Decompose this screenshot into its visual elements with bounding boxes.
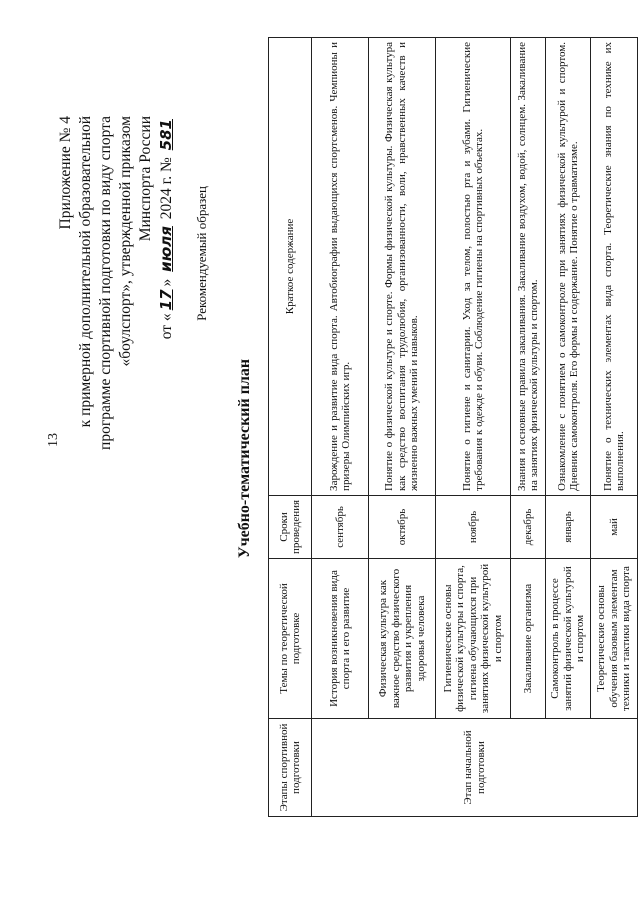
content-cell: Ознакомление с понятием о самоконтроле при занятиях физической культурой и спортом. Дневник самоконтроля. Его формы и содержание. Понятие о травматизме.	[546, 38, 591, 496]
appendix-line-3: программе спортивной подготовки по виду спорта	[97, 116, 114, 450]
appendix-line-5: Минспорта России	[137, 116, 154, 242]
table-row	[546, 38, 591, 817]
topic-cell: Теоретические основы обучения базовым элементам техники и тактики вида спорта	[591, 559, 638, 719]
appendix-line-2: к примерной дополнительной образовательной	[77, 116, 94, 428]
term-cell: ноябрь	[436, 495, 511, 558]
term-cell: январь	[546, 495, 591, 558]
recommended-sample-note: Рекомендуемый образец	[194, 186, 209, 321]
header-term: Сроки проведения	[269, 495, 312, 558]
header-content: Краткое содержание	[269, 38, 312, 496]
plan-table	[268, 37, 638, 817]
date-prefix: от «	[158, 313, 175, 340]
term-cell: май	[591, 495, 638, 558]
date-year: 2024 г. №	[158, 157, 175, 220]
date-day-suffix: »	[158, 278, 175, 287]
topic-cell: Физическая культура как важное средство физического развития и укрепления здоровья человека	[369, 559, 436, 719]
topic-cell: Закаливание организма	[511, 559, 546, 719]
content-cell: Знания и основные правила закаливания. Закаливание воздухом, водой, солнцем. Закаливание на занятиях физической культуры и спортом.	[511, 38, 546, 496]
table-row	[511, 38, 546, 817]
term-cell: декабрь	[511, 495, 546, 558]
document-title: Учебно-тематический план	[236, 358, 253, 559]
appendix-line-4: «боулспорт», утвержденной приказом	[117, 116, 134, 367]
appendix-header	[56, 116, 177, 546]
appendix-date-line	[156, 116, 177, 546]
appendix-line-1: Приложение № 4	[57, 116, 74, 230]
table-row	[436, 38, 511, 817]
content-cell: Понятие о физической культуре и спорте. Формы физической культуры. Физическая культура как средство воспитания трудолюбия, организованности, воли, нравственных качеств и жизненно важных умений и навыков.	[369, 38, 436, 496]
content-cell: Понятие о гигиене и санитарии. Уход за телом, полостью рта и зубами. Гигиенические требования к одежде и обуви. Соблюдение гигиены на спортивных объектах.	[436, 38, 511, 496]
table-header-row	[269, 38, 312, 817]
handwritten-month: июля	[157, 226, 175, 272]
page-number: 13	[46, 433, 61, 447]
handwritten-order-number: 581	[157, 119, 175, 151]
content-cell: Понятие о технических элементах вида спорта. Теоретические знания по технике их выполнения.	[591, 38, 638, 496]
topic-cell: История возникновения вида спорта и его развитие	[312, 559, 369, 719]
term-cell: сентябрь	[312, 495, 369, 558]
table-row	[591, 38, 638, 817]
header-topic: Темы по теоретической подготовке	[269, 559, 312, 719]
handwritten-day: 17	[157, 289, 175, 311]
table-row	[369, 38, 436, 817]
table-row	[312, 38, 369, 817]
topic-cell: Самоконтроль в процессе занятий физической культурой и спортом	[546, 559, 591, 719]
stage-cell: Этап начальной подготовки	[312, 719, 638, 817]
header-stage: Этапы спортивной подготовки	[269, 719, 312, 817]
term-cell: октябрь	[369, 495, 436, 558]
topic-cell: Гигиенические основы физической культуры и спорта, гигиена обучающихся при занятиях физической культурой и спортом	[436, 559, 511, 719]
content-cell: Зарождение и развитие вида спорта. Автобиографии выдающихся спортсменов. Чемпионы и призеры Олимпийских игр.	[312, 38, 369, 496]
